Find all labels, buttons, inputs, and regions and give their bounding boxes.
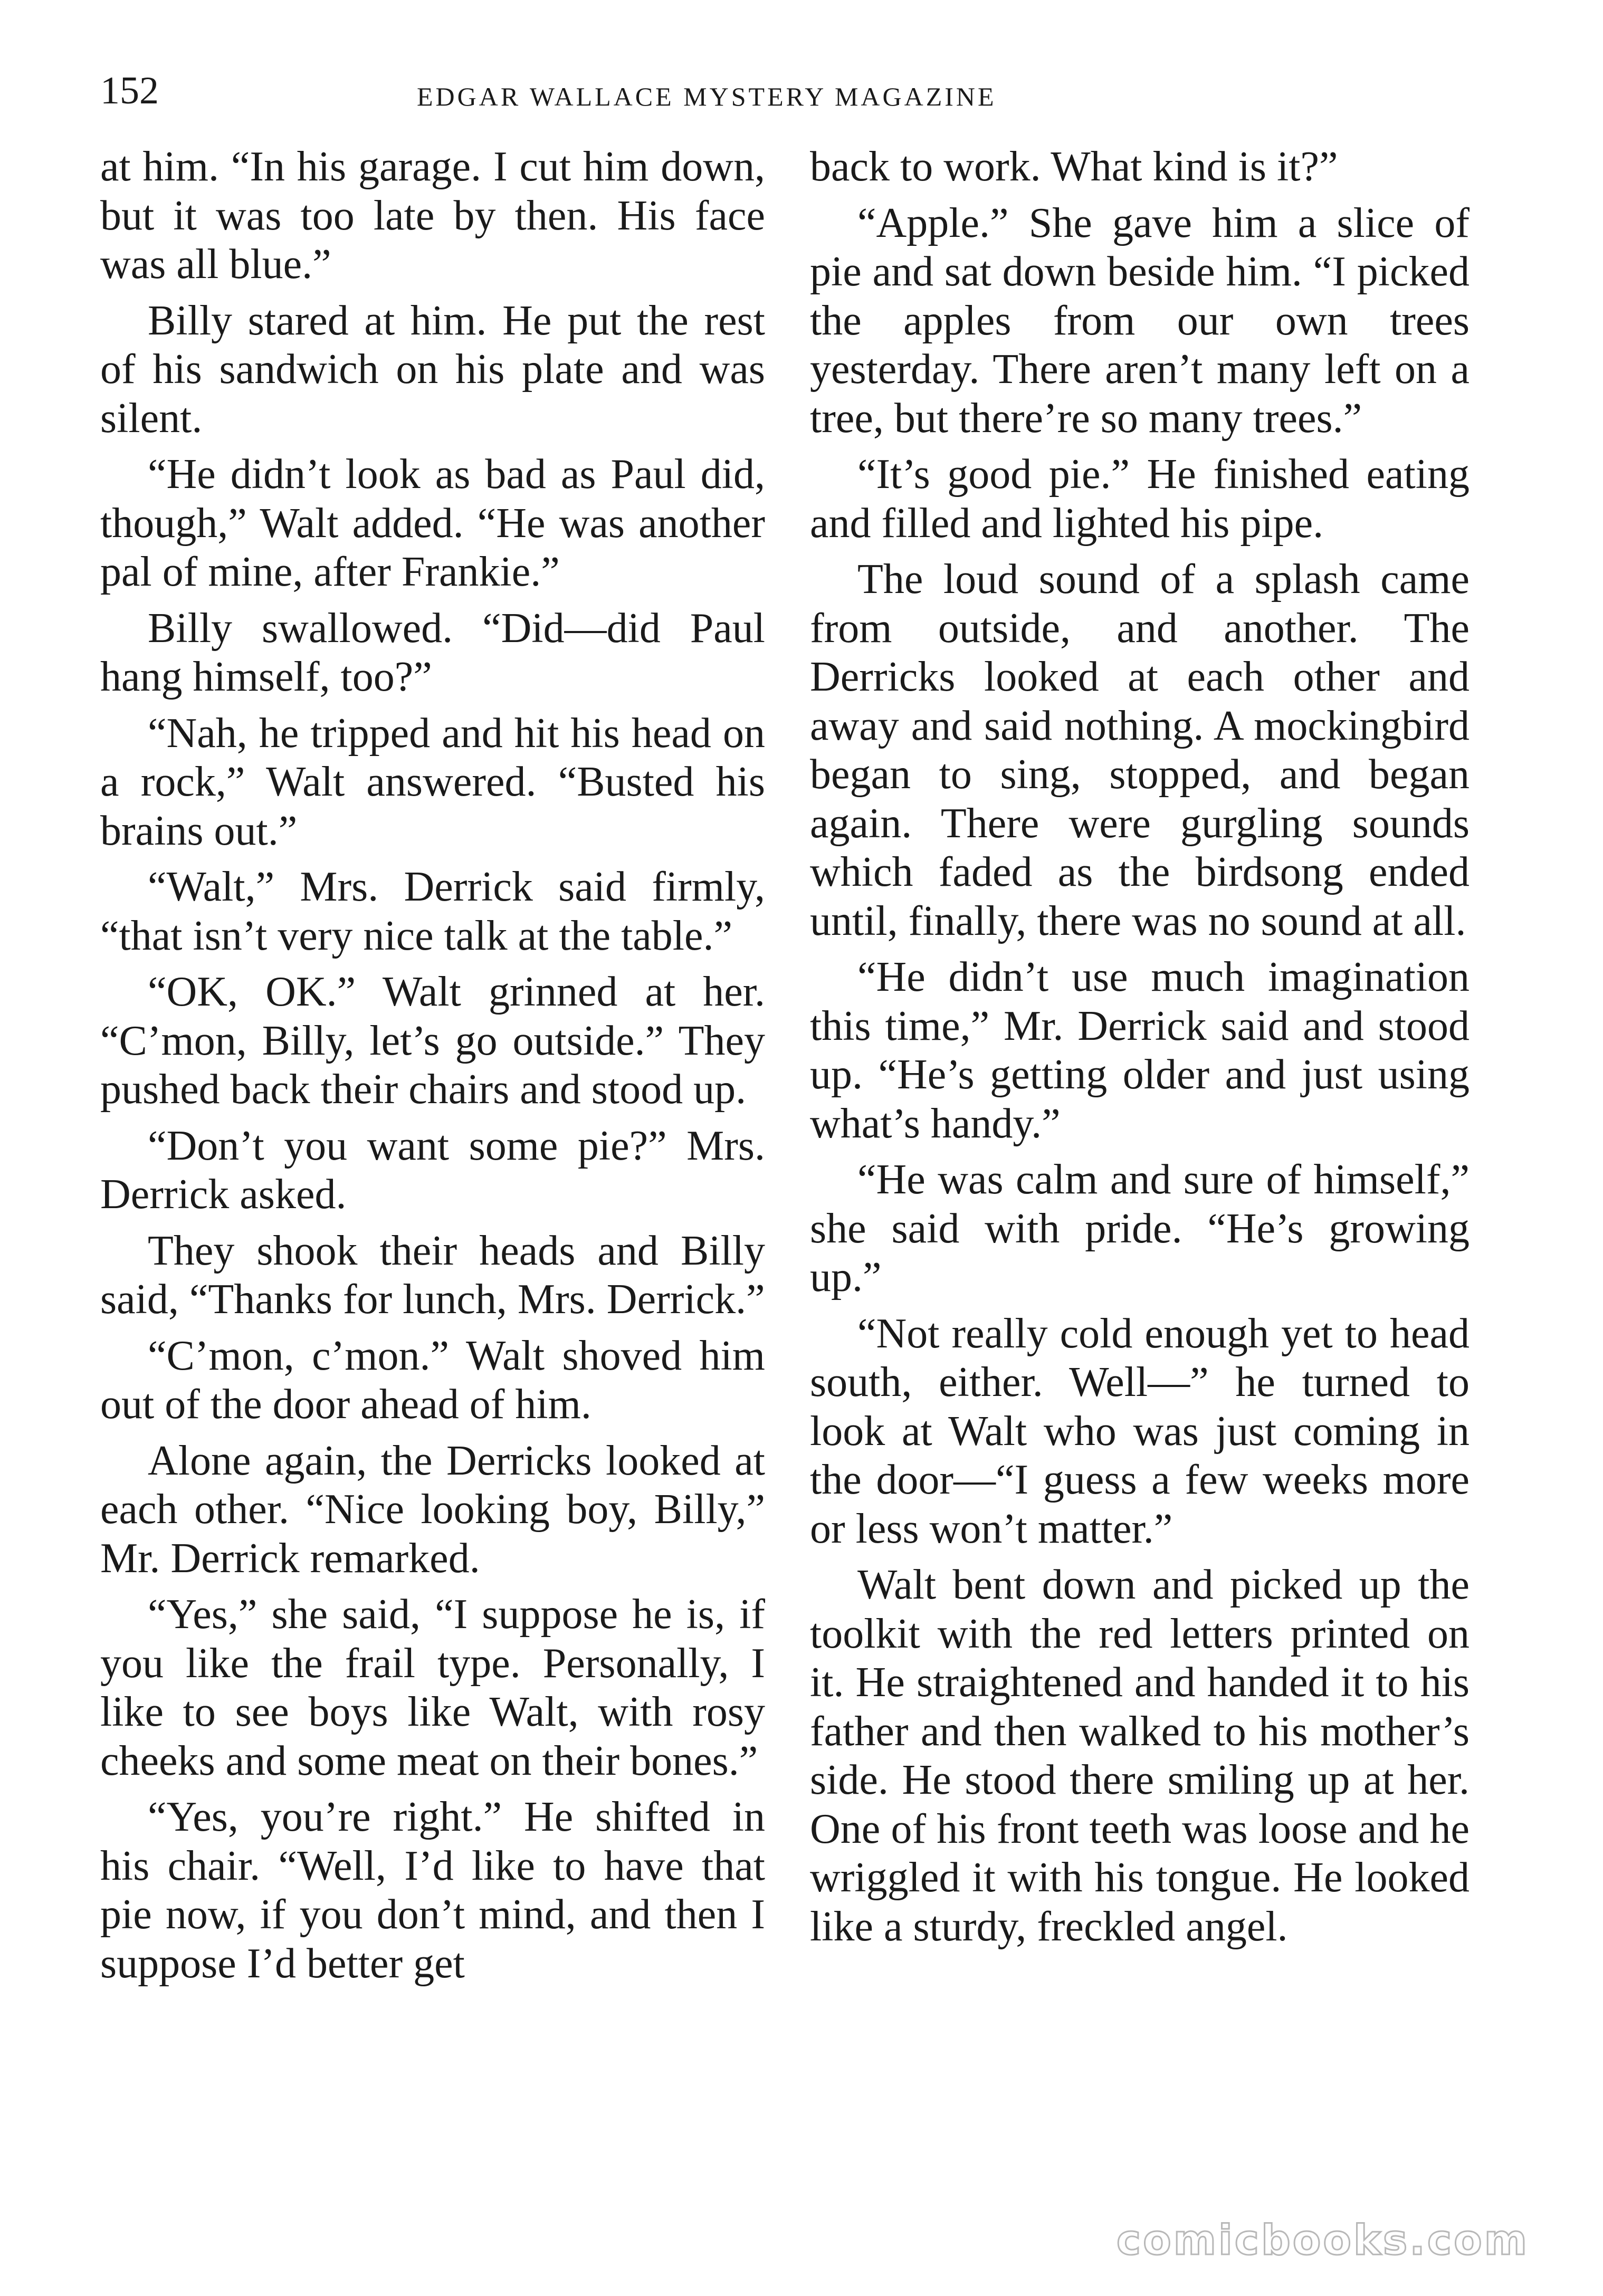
paragraph: “Not really cold enough yet to head south, either. Well—” he turned to look at Walt who was just coming in the door—“I guess a few weeks more or less won’t matter.” <box>810 1310 1470 1552</box>
paragraph: Alone again, the Derricks looked at each other. “Nice looking boy, Billy,” Mr. Derrick remarked. <box>100 1437 765 1582</box>
paragraph: “He was calm and sure of himself,” she said with pride. “He’s growing up.” <box>810 1156 1470 1300</box>
paragraph: “It’s good pie.” He finished eating and filled and lighted his pipe. <box>810 451 1470 547</box>
right-column <box>810 142 1470 1958</box>
paragraph: “Nah, he tripped and hit his head on a rock,” Walt answered. “Busted his brains out.” <box>100 710 765 854</box>
paragraph: Billy swallowed. “Did—did Paul hang himself, too?” <box>100 605 765 700</box>
paragraph: They shook their heads and Billy said, “Thanks for lunch, Mrs. Derrick.” <box>100 1227 765 1323</box>
paragraph: “C’mon, c’mon.” Walt shoved him out of the door ahead of him. <box>100 1332 765 1428</box>
paragraph: “Don’t you want some pie?” Mrs. Derrick asked. <box>100 1122 765 1218</box>
paragraph: at him. “In his garage. I cut him down, but it was too late by then. His face was all blue.” <box>100 144 765 288</box>
paragraph: “Yes, you’re right.” He shifted in his chair. “Well, I’d like to have that pie now, if you don’t mind, and then I suppose I’d better get <box>100 1794 765 1987</box>
paragraph: “Yes,” she said, “I suppose he is, if you like the frail type. Personally, I like to see boys like Walt, with rosy cheeks and some meat on their bones.” <box>100 1591 765 1784</box>
paragraph: back to work. What kind is it?” <box>810 144 1338 190</box>
page-number: 152 <box>100 69 159 112</box>
left-column <box>100 142 765 1995</box>
paragraph: Billy stared at him. He put the rest of his sandwich on his plate and was silent. <box>100 297 765 442</box>
paragraph: “He didn’t use much imagination this time,” Mr. Derrick said and stood up. “He’s getting older and just using what’s handy.” <box>810 954 1470 1147</box>
watermark: comicbooks.com <box>1116 2217 1529 2264</box>
paragraph: The loud sound of a splash came from outside, and another. The Derricks looked at each other and away and said nothing. A mockingbird began to sing, stopped, and began again. There were gurgling sounds which faded as the birdsong ended until, finally, there was no sound at all. <box>810 556 1470 944</box>
paragraph: Walt bent down and picked up the toolkit with the red letters printed on it. He straightened and handed it to his father and then walked to his mother’s side. He stood there smiling up at her. One of his front teeth was loose and he wriggled it with his tongue. He looked like a sturdy, freckled angel. <box>810 1562 1470 1950</box>
paragraph: “Apple.” She gave him a slice of pie and sat down beside him. “I picked the apples from our own trees yesterday. There aren’t many left on a tree, but there’re so many trees.” <box>810 199 1470 442</box>
paragraph: “OK, OK.” Walt grinned at her. “C’mon, Billy, let’s go outside.” They pushed back their chairs and stood up. <box>100 969 765 1113</box>
paragraph: “He didn’t look as bad as Paul did, though,” Walt added. “He was another pal of mine, after Frankie.” <box>100 451 765 595</box>
paragraph: “Walt,” Mrs. Derrick said firmly, “that isn’t very nice talk at the table.” <box>100 864 765 959</box>
running-head: EDGAR WALLACE MYSTERY MAGAZINE <box>417 82 997 111</box>
